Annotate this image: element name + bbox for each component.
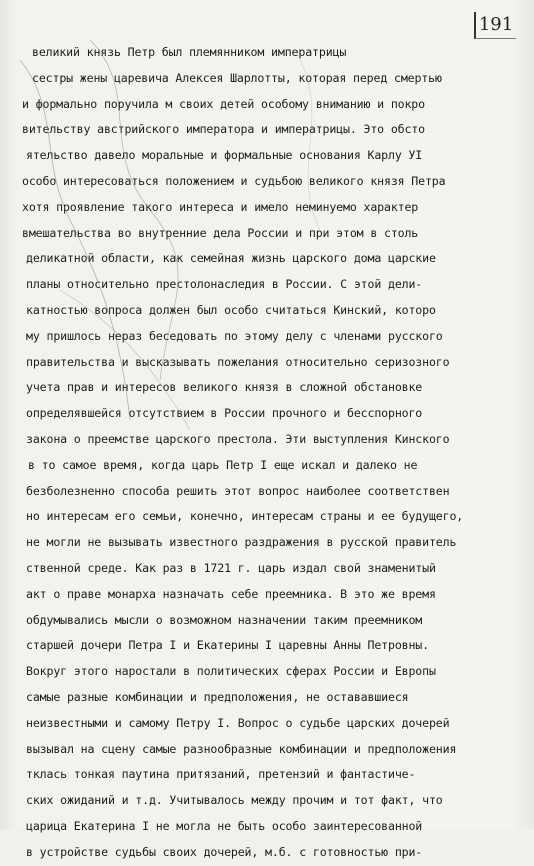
text-line: вмешательства во внутренние дела России и при этом в столь <box>22 225 419 240</box>
text-line: вызывал на сцену самые разнообразные комбинации и предположения <box>26 741 457 756</box>
text-line: неизвестными и самому Петру I. Вопрос о судьбе царских дочерей <box>26 715 450 730</box>
text-line: деликатной области, как семейная жизнь царского дома царские <box>26 251 436 266</box>
text-line: безболезненно способа решить этот вопрос наиболее соответствен <box>26 483 450 498</box>
text-line: самые разные комбинации и предположения, не остававшиеся <box>26 689 409 704</box>
text-line: правительства и высказывать пожелания относительно серизозного <box>26 354 450 369</box>
text-line: но интересам его семьи, конечно, интересам страны и ее будущего, <box>26 509 464 524</box>
page-number: 191 <box>474 12 516 39</box>
text-line: учета прав и интересов великого князя в сложной обстановке <box>26 380 423 395</box>
text-line: планы относительно престолонаследия в России. С этой дели- <box>26 277 423 292</box>
text-line: в то самое время, когда царь Петр I еще искал и далеко не <box>28 457 418 472</box>
text-line: хотя проявление такого интереса и имело неминуемо характер <box>22 199 419 214</box>
text-line: старшей дочери Петра I и Екатерины I царевны Анны Петровны. <box>26 638 429 653</box>
text-line: особо интересоваться положением и судьбою великого князя Петра <box>22 173 446 188</box>
text-line: в устройстве судьбы своих дочерей, м.б. с готовностью при- <box>26 844 423 859</box>
text-line: сестры жены царевича Алексея Шарлотты, которая перед смертью <box>32 70 442 85</box>
text-line: тклась тонкая паутина притязаний, претензий и фантастиче- <box>26 767 416 782</box>
text-line: великий князь Петр был племянником императрицы <box>32 45 347 59</box>
text-line: и формально поручила м своих детей особому вниманию и покро <box>22 96 425 111</box>
text-line: ятельство давело моральные и формальные основания Карлу УI <box>26 148 423 163</box>
text-line: определявшейся отсутствием в России прочного и бесспорного <box>26 406 423 421</box>
text-line: вительству австрийского императора и императрицы. Это обсто <box>22 122 425 137</box>
text-line: царица Екатерина I не могла не быть особо заинтересованной <box>26 818 423 833</box>
typed-text-body <box>22 40 530 866</box>
text-line: закона о преемстве царского престола. Эти выступления Кинского <box>26 431 450 446</box>
text-line: катностью вопроса должен был особо считаться Кинский, которо <box>26 302 436 317</box>
text-line: ственной среде. Как раз в 1721 г. царь издал свой знаменитый <box>26 560 436 575</box>
text-line: му пришлось нераз беседовать по этому делу с членами русского <box>26 328 443 343</box>
text-line: обдумывались мысли о возможном назначении таким преемником <box>26 612 423 627</box>
text-line: Вокруг этого наростали в политических сферах России и Европы <box>26 664 436 679</box>
text-line: не могли не вызывать известного раздражения в русской правитель <box>26 535 457 550</box>
text-line: акт о праве монарха назначать себе преемника. В это же время <box>26 586 436 601</box>
text-line: ских ожиданий и т.д. Учитывалось между прочим и тот факт, что <box>26 793 443 808</box>
